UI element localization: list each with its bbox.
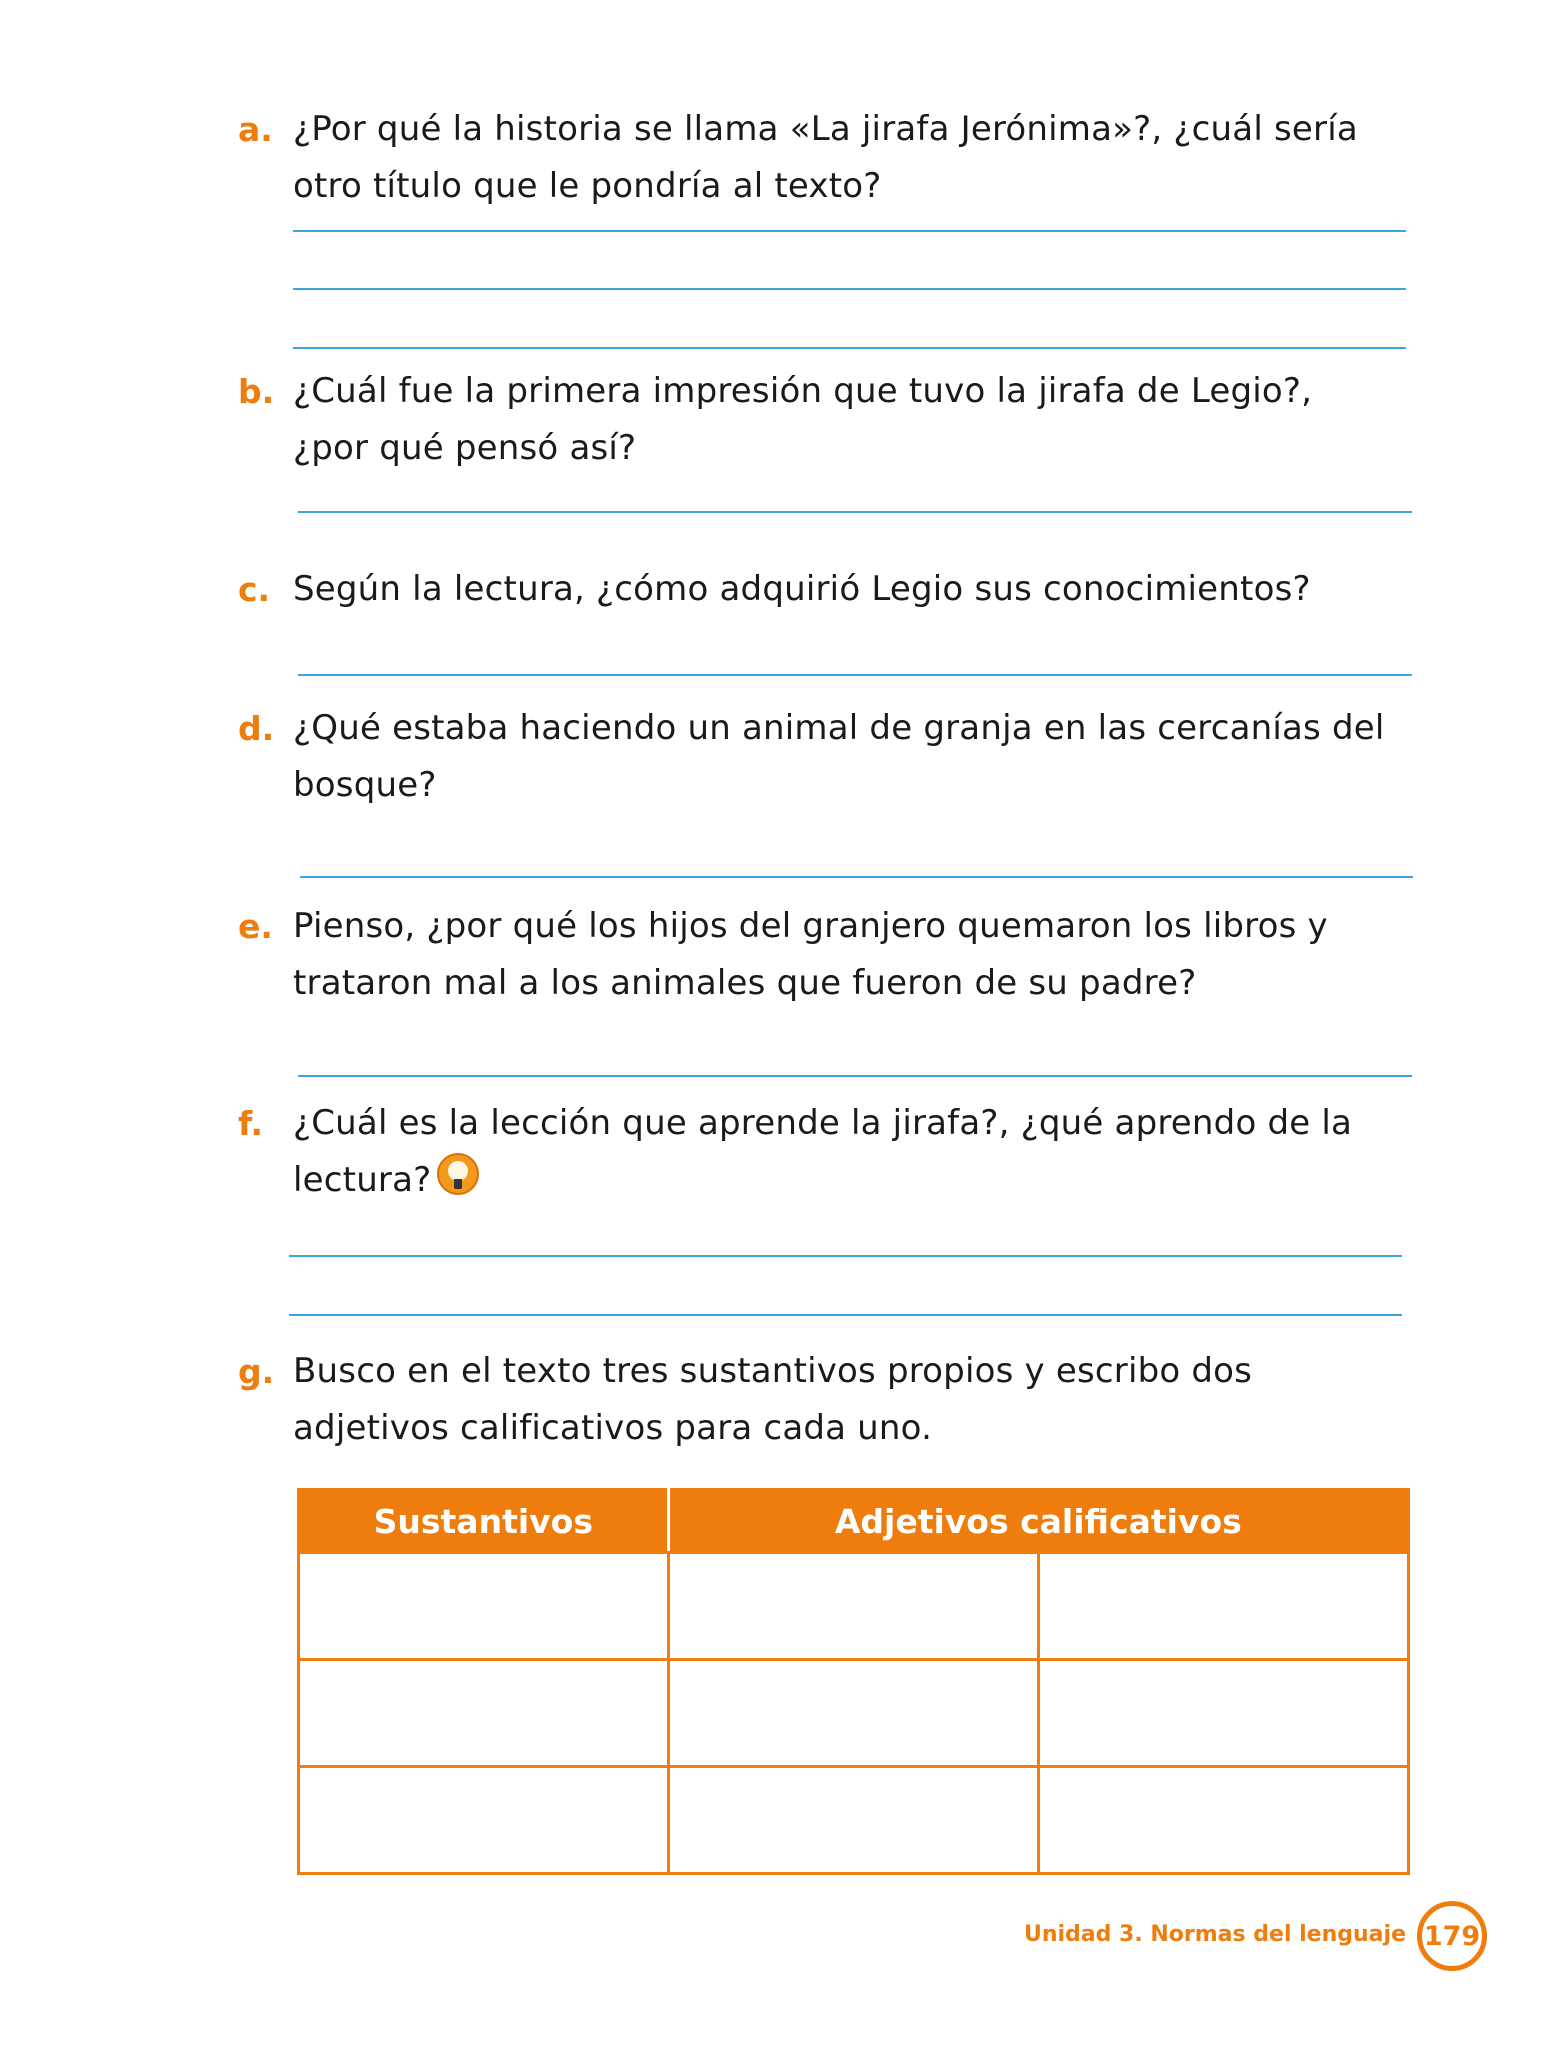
answer-line[interactable] — [293, 288, 1406, 290]
question-text: adjetivos calificativos para cada uno. — [293, 1408, 933, 1448]
noun-cell[interactable] — [299, 1660, 669, 1767]
adjective-cell[interactable] — [668, 1553, 1038, 1660]
question-text: Según la lectura, ¿cómo adquirió Legio sus conocimientos? — [293, 569, 1311, 609]
answer-line[interactable] — [289, 1255, 1402, 1257]
question-label: g. — [238, 1352, 275, 1391]
answer-line[interactable] — [298, 511, 1412, 513]
question-label: a. — [238, 110, 273, 149]
table-row — [299, 1553, 1409, 1660]
question-text: otro título que le pondría al texto? — [293, 166, 882, 206]
question-text: Busco en el texto tres sustantivos propios y escribo dos — [293, 1351, 1253, 1391]
table-row — [299, 1660, 1409, 1767]
question-text: Pienso, ¿por qué los hijos del granjero quemaron los libros y — [293, 906, 1328, 946]
adjective-cell[interactable] — [668, 1660, 1038, 1767]
answer-line[interactable] — [289, 1314, 1402, 1316]
question-label: c. — [238, 570, 271, 609]
question-label: b. — [238, 372, 275, 411]
table-row — [299, 1767, 1409, 1874]
question-text: ¿Por qué la historia se llama «La jirafa Jerónima»?, ¿cuál sería — [293, 109, 1358, 149]
header-adjetivos: Adjetivos calificativos — [668, 1490, 1408, 1553]
page-number: 179 — [1417, 1901, 1487, 1971]
question-label: d. — [238, 709, 275, 748]
question-label: e. — [238, 907, 273, 946]
header-sustantivos: Sustantivos — [299, 1490, 669, 1553]
question-label: f. — [238, 1104, 264, 1143]
nouns-adjectives-table — [297, 1488, 1410, 1875]
unit-footer: Unidad 3. Normas del lenguaje — [1023, 1922, 1406, 1947]
answer-line[interactable] — [298, 1075, 1412, 1077]
noun-cell[interactable] — [299, 1767, 669, 1874]
question-text: ¿Qué estaba haciendo un animal de granja en las cercanías del — [293, 708, 1385, 748]
answer-line[interactable] — [300, 876, 1413, 878]
adjective-cell[interactable] — [1038, 1767, 1408, 1874]
lightbulb-icon — [437, 1153, 479, 1195]
answer-line[interactable] — [298, 674, 1412, 676]
answer-line[interactable] — [293, 347, 1406, 349]
adjective-cell[interactable] — [1038, 1553, 1408, 1660]
question-text: trataron mal a los animales que fueron de su padre? — [293, 963, 1197, 1003]
question-text: lectura? — [293, 1160, 432, 1200]
adjective-cell[interactable] — [668, 1767, 1038, 1874]
question-text: bosque? — [293, 765, 437, 805]
question-text: ¿Cuál es la lección que aprende la jirafa?, ¿qué aprendo de la — [293, 1103, 1353, 1143]
noun-cell[interactable] — [299, 1553, 669, 1660]
table-header — [299, 1490, 1409, 1553]
question-text: ¿Cuál fue la primera impresión que tuvo la jirafa de Legio?, — [293, 371, 1313, 411]
answer-line[interactable] — [293, 230, 1406, 232]
adjective-cell[interactable] — [1038, 1660, 1408, 1767]
question-text: ¿por qué pensó así? — [293, 428, 637, 468]
